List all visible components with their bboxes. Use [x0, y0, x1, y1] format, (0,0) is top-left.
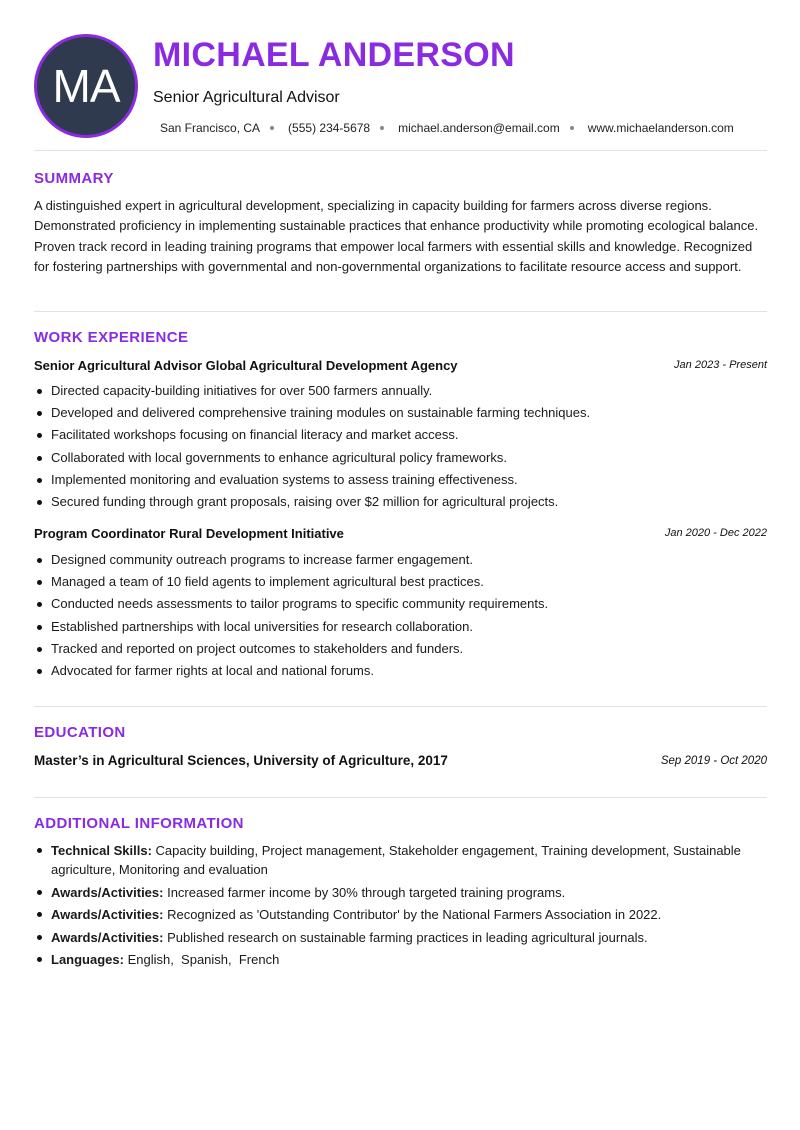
- divider: [34, 311, 767, 312]
- list-item: Designed community outreach programs to increase farmer engagement.: [34, 549, 767, 571]
- job-bullets: [34, 380, 767, 513]
- job-title: Senior Agricultural Advisor Global Agricultural Development Agency: [34, 358, 458, 373]
- job-title: Program Coordinator Rural Development Initiative: [34, 526, 344, 541]
- item-label: Awards/Activities:: [51, 884, 164, 900]
- item-text: English, Spanish, French: [123, 952, 280, 967]
- list-item: Tracked and reported on project outcomes to stakeholders and funders.: [34, 638, 767, 660]
- avatar-initials: MA: [52, 60, 120, 112]
- list-item: Developed and delivered comprehensive training modules on sustainable farming techniques.: [34, 402, 767, 424]
- list-item: Managed a team of 10 field agents to implement agricultural best practices.: [34, 571, 767, 593]
- job-header: [34, 358, 767, 373]
- job-dates: Jan 2020 - Dec 2022: [664, 527, 767, 539]
- divider: [34, 797, 767, 798]
- list-item: Secured funding through grant proposals, raising over $2 million for agricultural projects.: [34, 491, 767, 513]
- education-entry: [34, 753, 767, 768]
- education-heading: EDUCATION: [34, 724, 126, 741]
- contact-line: [160, 121, 734, 135]
- list-item: [34, 928, 767, 947]
- avatar: [34, 34, 138, 138]
- summary-heading: SUMMARY: [34, 170, 114, 187]
- additional-info-heading: ADDITIONAL INFORMATION: [34, 815, 244, 832]
- item-label: Awards/Activities:: [51, 929, 164, 945]
- list-item: Advocated for farmer rights at local and national forums.: [34, 660, 767, 682]
- job-header: [34, 526, 767, 541]
- list-item: Established partnerships with local universities for research collaboration.: [34, 616, 767, 638]
- candidate-title: Senior Agricultural Advisor: [153, 89, 340, 106]
- contact-email[interactable]: michael.anderson@email.com: [398, 121, 560, 135]
- item-text: Published research on sustainable farming practices in leading agricultural journals.: [163, 929, 648, 945]
- contact-phone: (555) 234-5678: [288, 121, 371, 135]
- candidate-name: MICHAEL ANDERSON: [153, 36, 515, 74]
- separator-dot: [380, 126, 384, 130]
- contact-website[interactable]: www.michaelanderson.com: [587, 121, 734, 135]
- separator-dot: [570, 126, 574, 130]
- list-item: [34, 950, 767, 969]
- divider: [34, 706, 767, 707]
- additional-info-list: [34, 841, 767, 973]
- list-item: [34, 883, 767, 902]
- summary-text: A distinguished expert in agricultural development, specializing in capacity building for farmers across diverse regions. Demonstrated proficiency in implementing sustainable practices that enhance productivity while promoting ecological balance. Proven track record in leading training programs that empower local farmers with essential skills and knowledge. Recognized for fostering partnerships with governmental and non-governmental organizations to facilitate resource access and support.: [34, 198, 759, 274]
- item-text: Recognized as 'Outstanding Contributor' by the National Farmers Association in 2022.: [163, 907, 662, 922]
- job-bullets: [34, 549, 767, 682]
- list-item: Directed capacity-building initiatives for over 500 farmers annually.: [34, 380, 767, 402]
- work-experience-heading: WORK EXPERIENCE: [34, 329, 189, 346]
- item-label: Languages:: [51, 952, 124, 967]
- item-text: Increased farmer income by 30% through targeted training programs.: [163, 884, 566, 900]
- separator-dot: [270, 126, 274, 130]
- education-dates: Sep 2019 - Oct 2020: [660, 755, 767, 767]
- list-item: [34, 905, 767, 924]
- item-label: Awards/Activities:: [51, 907, 164, 922]
- item-text: Capacity building, Project management, Stakeholder engagement, Training development, Sustainable agriculture, Monitoring and evaluation: [51, 843, 741, 877]
- list-item: Implemented monitoring and evaluation systems to assess training effectiveness.: [34, 469, 767, 491]
- job-dates: Jan 2023 - Present: [674, 359, 767, 371]
- list-item: [34, 841, 767, 879]
- list-item: Conducted needs assessments to tailor programs to specific community requirements.: [34, 593, 767, 615]
- list-item: Facilitated workshops focusing on financial literacy and market access.: [34, 424, 767, 446]
- contact-location: San Francisco, CA: [160, 121, 261, 135]
- item-label: Technical Skills:: [51, 843, 152, 858]
- list-item: Collaborated with local governments to enhance agricultural policy frameworks.: [34, 447, 767, 469]
- divider: [34, 150, 767, 151]
- degree: Master’s in Agricultural Sciences, University of Agriculture, 2017: [34, 753, 448, 768]
